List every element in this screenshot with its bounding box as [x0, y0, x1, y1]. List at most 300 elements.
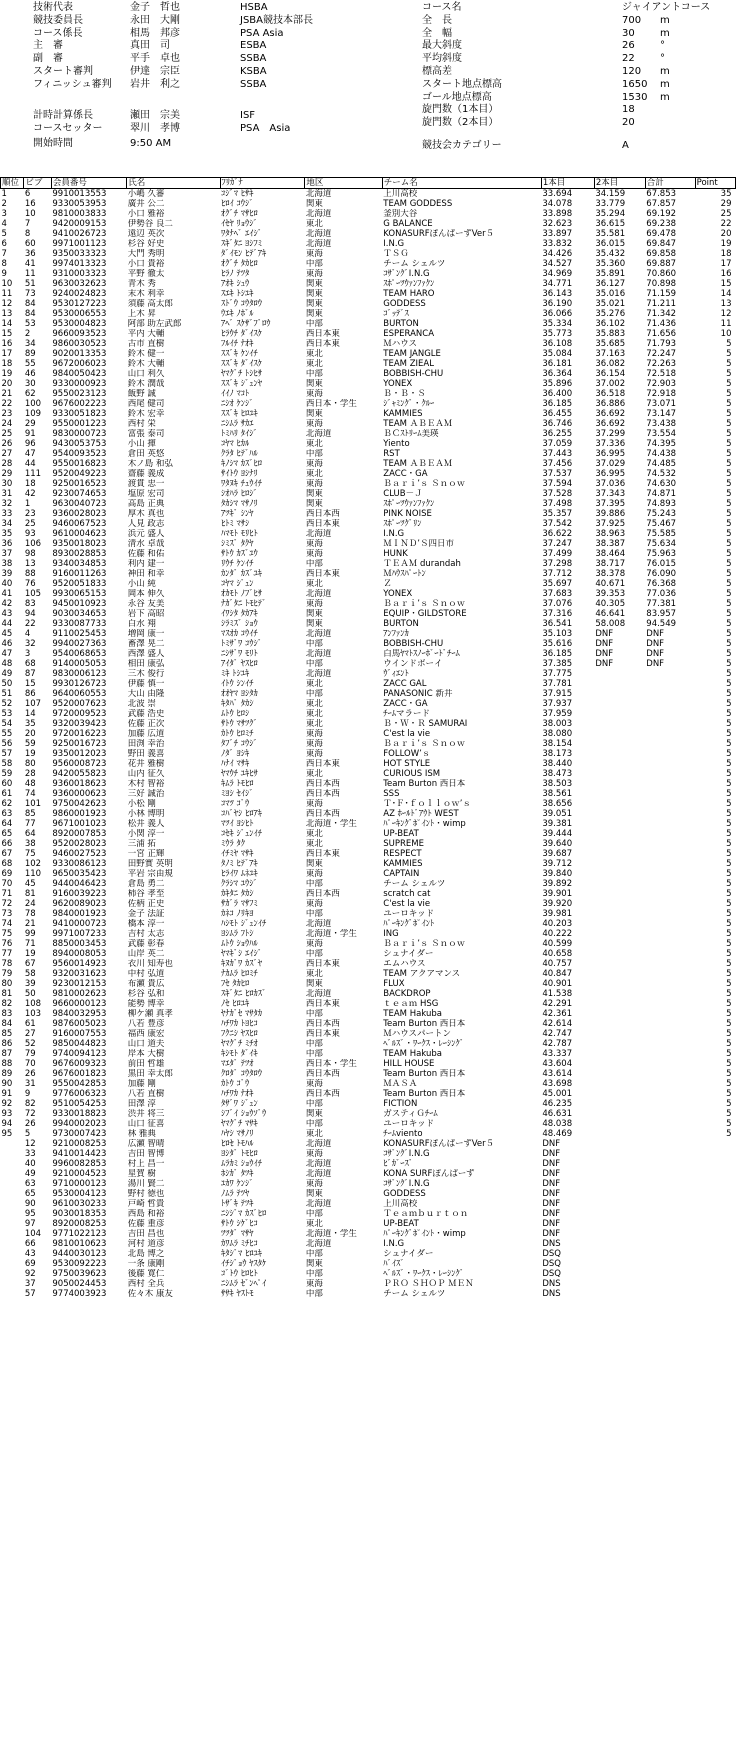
table-row: [1, 889, 736, 899]
table-cell: 東北: [305, 769, 323, 779]
table-cell: 77: [1, 949, 13, 959]
table-cell: 46: [24, 369, 36, 379]
table-cell: 北海道: [305, 229, 332, 239]
table-cell: [1, 1269, 24, 1279]
table-cell: 41: [24, 259, 36, 269]
table-cell: ユーロキッド: [383, 909, 435, 919]
table-cell: 105: [24, 589, 42, 599]
table-cell: BOBBISH-CHU: [383, 369, 444, 379]
table-cell: 95: [24, 1209, 36, 1219]
table-cell: 八若 豊彦: [127, 1019, 165, 1029]
table-cell: 106: [24, 539, 42, 549]
table-cell: チーム シェルツ: [383, 1289, 446, 1299]
table-cell: 塩原 宏司: [127, 489, 165, 499]
table-cell: 70: [1, 879, 13, 889]
table-cell: 39: [24, 979, 36, 989]
table-cell: [645, 929, 695, 939]
table-cell: 9930126723: [52, 679, 107, 689]
table-row: [1, 1019, 736, 1029]
table-cell: 岩下 高昭: [127, 609, 165, 619]
table-row: [1, 259, 736, 269]
table-cell: TEAM Hakuba: [383, 1049, 442, 1059]
table-cell: 78: [24, 909, 36, 919]
table-cell: 36.541: [542, 619, 573, 629]
table-cell: DNF: [646, 659, 665, 669]
table-cell: [1, 1169, 24, 1179]
table-cell: 北海道: [305, 209, 332, 219]
table-cell: 5: [726, 609, 732, 619]
table-cell: 82: [24, 1099, 36, 1109]
table-cell: 西日本・学生: [305, 399, 357, 409]
table-cell: 三木 俊行: [127, 669, 165, 679]
table-cell: I.N.G: [383, 529, 405, 539]
table-cell: 東北: [305, 349, 323, 359]
table-cell: 39.640: [542, 839, 573, 849]
table-cell: [1, 1229, 24, 1239]
table-cell: 73.554: [646, 429, 677, 439]
table-cell: 齋藤 義成: [127, 469, 165, 479]
table-cell: 74.532: [646, 469, 677, 479]
table-cell: 9810003833: [52, 209, 107, 219]
table-cell: 9360000623: [52, 789, 107, 799]
table-cell: 5: [726, 559, 732, 569]
official-role: フィニッシュ審判: [33, 78, 112, 90]
table-cell: 5: [726, 399, 732, 409]
table-cell: [645, 1139, 695, 1149]
table-cell: 39.381: [542, 819, 573, 829]
table-cell: 103: [24, 1009, 42, 1019]
table-cell: GODDESS: [383, 1189, 426, 1199]
table-cell: 38.440: [542, 759, 573, 769]
official-role: コース係長: [33, 27, 83, 39]
table-cell: 5: [726, 799, 732, 809]
table-row: [1, 1149, 736, 1159]
table-cell: 北海道: [305, 649, 332, 659]
table-cell: ﾔﾏｸﾞﾁ ﾐﾁｵ: [221, 1039, 258, 1049]
table-cell: 73.438: [646, 419, 677, 429]
table-row: [1, 1199, 736, 1209]
table-cell: ｽｽﾞｷ ﾋﾛﾕｷ: [221, 409, 258, 419]
table-cell: [594, 1149, 645, 1159]
table-cell: 小関 淳一: [127, 829, 165, 839]
table-cell: [695, 1209, 735, 1219]
table-cell: 37: [24, 1279, 36, 1289]
table-cell: DNF: [542, 1209, 561, 1219]
column-header: 氏名: [127, 178, 220, 189]
table-cell: 東海: [305, 269, 323, 279]
table-cell: 5: [726, 469, 732, 479]
table-cell: 36.455: [542, 409, 573, 419]
table-cell: ｼｵﾊﾗ ﾋﾛｼﾞ: [221, 489, 258, 499]
table-cell: 10: [1, 279, 13, 289]
table-cell: [645, 1169, 695, 1179]
table-cell: TEAM JANGLE: [383, 349, 441, 359]
table-cell: ガスティＧﾁｰﾑ: [383, 1109, 438, 1119]
table-cell: チーム シェルツ: [383, 879, 446, 889]
table-cell: ｲｾﾔ ﾘｮｳｼﾞ: [221, 219, 258, 229]
table-cell: 33: [1, 509, 13, 519]
table-cell: 67: [1, 849, 13, 859]
table-row: [1, 489, 736, 499]
table-row: [1, 799, 736, 809]
table-cell: ﾕｶﾜ ｹﾝｼﾞ: [221, 1179, 254, 1189]
table-cell: 71: [1, 889, 13, 899]
table-cell: DNF: [542, 1179, 561, 1189]
table-cell: ﾁｰﾑマラード: [383, 709, 431, 719]
start-time-label: 開始時間: [33, 138, 73, 149]
table-cell: [594, 699, 645, 709]
table-cell: ﾏｴﾀﾞ ﾃﾂｵ: [221, 1059, 254, 1069]
table-cell: 9530004123: [52, 1189, 107, 1199]
table-cell: ﾆｼｵ ｹﾝｼﾞ: [221, 399, 254, 409]
table-cell: Ｂａｒｉ’ｓ Ｓｎｏｗ: [383, 739, 466, 749]
table-cell: 5: [24, 1129, 31, 1139]
table-row: [1, 1289, 736, 1299]
official-name: 平手 卓也: [130, 53, 180, 65]
table-cell: 5: [726, 599, 732, 609]
table-cell: [1, 1219, 24, 1229]
table-cell: 小口 貴裕: [127, 259, 165, 269]
table-cell: 5: [726, 669, 732, 679]
table-cell: 9650035423: [52, 869, 107, 879]
table-cell: ﾉﾑﾗ ﾃﾂﾔ: [221, 1189, 250, 1199]
table-cell: 前田 哲雄: [127, 1059, 165, 1069]
table-cell: 5: [726, 989, 732, 999]
table-cell: 北海道: [305, 529, 332, 539]
table-cell: UP-BEAT: [383, 1219, 419, 1229]
table-cell: 中部: [305, 259, 323, 269]
table-cell: [594, 899, 645, 909]
table-cell: [594, 1179, 645, 1189]
table-cell: [645, 1189, 695, 1199]
table-cell: Team Burton 西日本: [383, 1019, 466, 1029]
table-cell: [645, 959, 695, 969]
table-cell: 中部: [305, 1209, 323, 1219]
table-cell: C'est la vie: [383, 729, 431, 739]
table-cell: 末木 利幸: [127, 289, 165, 299]
table-cell: [594, 709, 645, 719]
table-cell: ﾊﾁﾜｶ ﾅｵｷ: [221, 1089, 254, 1099]
table-cell: 2: [1, 199, 7, 209]
table-cell: 5: [726, 779, 732, 789]
table-cell: 32: [24, 639, 36, 649]
table-cell: 星賀 樹: [127, 1169, 156, 1179]
table-cell: Ｚ: [383, 579, 392, 589]
table-cell: 山内 征久: [127, 769, 165, 779]
table-cell: TEAM GODDESS: [383, 199, 453, 209]
table-cell: ＰＲＯ ＳＨＯＰ ＭＥＮ: [383, 1279, 474, 1289]
table-cell: 85: [24, 809, 36, 819]
table-cell: 72.518: [646, 369, 677, 379]
table-cell: [645, 1019, 695, 1029]
table-cell: 9430053753: [52, 439, 107, 449]
table-cell: DNF: [595, 649, 614, 659]
table-cell: 36.108: [542, 339, 573, 349]
table-cell: Ｂａｒｉ’ｓ Ｓｎｏｗ: [383, 939, 466, 949]
table-cell: ｷﾉｼﾏ ｶｽﾞﾋﾛ: [221, 459, 262, 469]
table-cell: 34.527: [542, 259, 573, 269]
table-cell: [695, 1189, 735, 1199]
table-cell: 9550016823: [52, 459, 107, 469]
table-cell: [594, 1079, 645, 1089]
table-cell: 岡本 伸久: [127, 589, 165, 599]
table-cell: 69.887: [646, 259, 677, 269]
table-cell: 36.127: [595, 279, 626, 289]
table-cell: ｵｶﾓﾄ ﾉﾌﾞﾋｻ: [221, 589, 262, 599]
table-row: [1, 509, 736, 519]
table-row: [1, 1139, 736, 1149]
table-cell: [645, 859, 695, 869]
table-cell: [1, 1179, 24, 1189]
table-cell: 山口 利久: [127, 369, 165, 379]
table-cell: 9520028023: [52, 839, 107, 849]
table-cell: 42: [24, 489, 36, 499]
table-cell: 西日本東: [305, 1029, 340, 1039]
table-cell: 5: [726, 519, 732, 529]
table-cell: [1, 1199, 24, 1209]
table-cell: CURIOUS ISM: [383, 769, 441, 779]
table-cell: 16: [1, 339, 13, 349]
table-cell: EQUIP・GILDSTORE: [383, 609, 467, 619]
table-cell: 9330000923: [52, 379, 107, 389]
table-row: [1, 569, 736, 579]
table-cell: 61: [1, 789, 13, 799]
table-row: [1, 1279, 736, 1289]
table-cell: 小林 博明: [127, 809, 165, 819]
course-unit: °: [660, 40, 665, 52]
table-cell: [695, 1199, 735, 1209]
table-cell: ｼﾐｽﾞ ﾀｸﾔ: [221, 539, 254, 549]
table-cell: [594, 879, 645, 889]
table-cell: ESPERANCA: [383, 329, 435, 339]
table-cell: [594, 939, 645, 949]
table-cell: ﾀﾌﾞﾁ ｺｳｼﾞ: [221, 739, 258, 749]
table-cell: [594, 1259, 645, 1269]
table-cell: 9676001823: [52, 1069, 107, 1079]
table-cell: ｺｾｷ ｼﾞｭﾝｲﾁ: [221, 829, 262, 839]
table-cell: ﾐｳﾗ ﾀｸ: [221, 839, 245, 849]
table-cell: [645, 1149, 695, 1159]
table-cell: 44: [24, 459, 36, 469]
course-label: 全 幅: [422, 27, 452, 39]
table-cell: 5: [726, 999, 732, 1009]
table-cell: 北海道: [305, 429, 332, 439]
table-cell: 佐藤 重彦: [127, 1219, 165, 1229]
table-cell: [645, 909, 695, 919]
table-cell: 69.847: [646, 239, 677, 249]
table-cell: 相田 康弘: [127, 659, 165, 669]
table-cell: [645, 869, 695, 879]
table-row: [1, 1169, 736, 1179]
table-cell: 5: [726, 869, 732, 879]
table-row: [1, 329, 736, 339]
table-cell: ｻｶﾞﾗ ﾏｻﾌﾐ: [221, 899, 258, 909]
table-cell: 72: [1, 899, 13, 909]
table-cell: [594, 999, 645, 1009]
table-cell: 35.581: [595, 229, 626, 239]
course-label: 最大斜度: [422, 40, 462, 52]
table-cell: DNS: [542, 1279, 561, 1289]
column-header: ﾌﾘｶﾞﾅ: [220, 178, 305, 189]
table-cell: Ｂａｒｉ’ｓ Ｓｎｏｗ: [383, 479, 466, 489]
table-cell: 95: [1, 1129, 13, 1139]
table-cell: ｻﾄｳ ｼｹﾞﾋｺ: [221, 1219, 258, 1229]
results-table: [0, 177, 736, 1299]
table-cell: 96: [24, 439, 36, 449]
table-cell: 9660093523: [52, 329, 107, 339]
table-cell: ｶﾈｺ ﾉﾘｷﾖ: [221, 909, 254, 919]
table-cell: 21: [1, 389, 13, 399]
table-cell: 30: [1, 479, 13, 489]
table-cell: 衣川 知寿也: [127, 959, 173, 969]
table-cell: ING: [383, 929, 399, 939]
table-cell: 西日本・学生: [305, 1059, 357, 1069]
table-cell: 9020013353: [52, 349, 107, 359]
table-cell: 40: [1, 579, 13, 589]
table-cell: 遠辺 英次: [127, 229, 165, 239]
table-cell: 27: [1, 449, 13, 459]
table-cell: 75.963: [646, 549, 677, 559]
table-cell: 56: [1, 739, 13, 749]
table-cell: 西日本西: [305, 779, 340, 789]
table-cell: DNS: [542, 1239, 561, 1249]
table-cell: 31: [24, 1079, 36, 1089]
table-cell: 34.159: [595, 189, 626, 199]
table-cell: ﾆｼｼﾞﾏ ｶｽﾞﾋﾛ: [221, 1209, 267, 1219]
table-cell: TEAM ＡＢＥＡＭ: [383, 419, 453, 429]
table-row: [1, 619, 736, 629]
table-cell: 43.614: [542, 1069, 573, 1079]
table-cell: 関東: [305, 1189, 323, 1199]
timing-role: 計時計算係長: [33, 110, 93, 121]
table-row: [1, 909, 736, 919]
table-cell: 25: [24, 519, 36, 529]
table-cell: 9320039423: [52, 719, 107, 729]
table-row: [1, 919, 736, 929]
table-cell: 関東: [305, 379, 323, 389]
table-cell: 9771022123: [52, 1229, 107, 1239]
table-cell: 河村 道彦: [127, 1239, 165, 1249]
table-cell: BURTON: [383, 319, 419, 329]
table-cell: 36.692: [595, 419, 626, 429]
table-row: [1, 789, 736, 799]
table-cell: 東北: [305, 679, 323, 689]
table-cell: [594, 859, 645, 869]
table-cell: [594, 919, 645, 929]
table-row: [1, 779, 736, 789]
table-cell: KONASURFぽんぱーずVer５: [383, 229, 495, 239]
table-cell: ﾋﾞｶﾞｰｽﾞ: [383, 1159, 414, 1169]
table-cell: YONEX: [383, 379, 413, 389]
table-cell: 47: [1, 649, 13, 659]
table-cell: 9520049223: [52, 469, 107, 479]
table-cell: ZACC GAL: [383, 679, 427, 689]
table-cell: 37.537: [542, 469, 573, 479]
table-cell: [594, 1069, 645, 1079]
table-cell: [594, 869, 645, 879]
table-row: [1, 189, 736, 200]
table-cell: [594, 1029, 645, 1039]
table-cell: 37.498: [542, 499, 573, 509]
table-cell: 37.443: [542, 449, 573, 459]
table-cell: ｽﾄﾞｳ ｺｳﾀﾛｳ: [221, 299, 262, 309]
table-cell: 83: [1, 1009, 13, 1019]
table-row: [1, 389, 736, 399]
table-cell: [695, 1269, 735, 1279]
table-cell: 佐藤 和佑: [127, 549, 165, 559]
table-cell: 北海道: [305, 1139, 332, 1149]
timing-role: コースセッター: [33, 122, 103, 134]
timing-org: PSA Asia: [240, 122, 291, 134]
table-cell: 92: [24, 1269, 36, 1279]
table-cell: 佐藤 正次: [127, 719, 165, 729]
table-cell: 東海: [305, 939, 323, 949]
table-cell: [645, 1059, 695, 1069]
table-cell: 36.615: [595, 219, 626, 229]
table-cell: 20: [24, 729, 36, 739]
table-cell: 37.336: [595, 439, 626, 449]
table-cell: 9030018353: [52, 1209, 107, 1219]
table-cell: [645, 969, 695, 979]
table-cell: 70.898: [646, 279, 677, 289]
table-cell: 9660000123: [52, 999, 107, 1009]
table-cell: 37.781: [542, 679, 573, 689]
table-cell: 9810002623: [52, 989, 107, 999]
table-cell: ﾐﾖｼ ｾｲｼﾞ: [221, 789, 254, 799]
table-cell: 69.478: [646, 229, 677, 239]
table-cell: 東北: [305, 1219, 323, 1229]
table-cell: 西日本東: [305, 339, 340, 349]
table-cell: 5: [726, 1049, 732, 1059]
table-cell: 5: [726, 549, 732, 559]
column-header: 2本目: [594, 178, 645, 189]
table-cell: 28: [24, 769, 36, 779]
table-cell: ﾆｼｻﾞﾜ ﾓﾘﾄ: [221, 649, 258, 659]
table-cell: 9420055823: [52, 769, 107, 779]
table-cell: 中部: [305, 1269, 323, 1279]
table-cell: 木ノ島 和弘: [127, 459, 173, 469]
table-cell: 東海: [305, 1149, 323, 1159]
table-cell: 野田 義喜: [127, 749, 165, 759]
official-org: HSBA: [240, 2, 268, 13]
table-cell: ＴＳＧ: [383, 249, 409, 259]
table-cell: 中部: [305, 369, 323, 379]
table-cell: 5: [726, 1119, 732, 1129]
table-cell: [645, 979, 695, 989]
table-cell: 37.059: [542, 439, 573, 449]
table-cell: 38.503: [542, 779, 573, 789]
table-cell: 9510054253: [52, 1099, 107, 1109]
table-cell: ウインドボーイ: [383, 659, 443, 669]
table-cell: DNF: [646, 639, 665, 649]
table-cell: DNF: [646, 629, 665, 639]
table-cell: ﾊﾁﾜｶ ﾄﾖﾋｺ: [221, 1019, 258, 1029]
table-row: [1, 579, 736, 589]
table-cell: 35.697: [542, 579, 573, 589]
table-row: [1, 459, 736, 469]
table-cell: 75: [1, 929, 13, 939]
table-cell: 52: [24, 1039, 36, 1049]
table-cell: 39.353: [595, 589, 626, 599]
table-cell: 29: [720, 199, 732, 209]
table-cell: ﾁｰﾑviento: [383, 1129, 423, 1139]
table-cell: 大山 由隆: [127, 689, 165, 699]
table-cell: ﾉｾ ﾋﾛﾕｷ: [221, 999, 250, 1009]
table-cell: 9840001923: [52, 909, 107, 919]
table-cell: 5: [726, 959, 732, 969]
table-cell: 5: [726, 689, 732, 699]
table-cell: 69.192: [646, 209, 677, 219]
